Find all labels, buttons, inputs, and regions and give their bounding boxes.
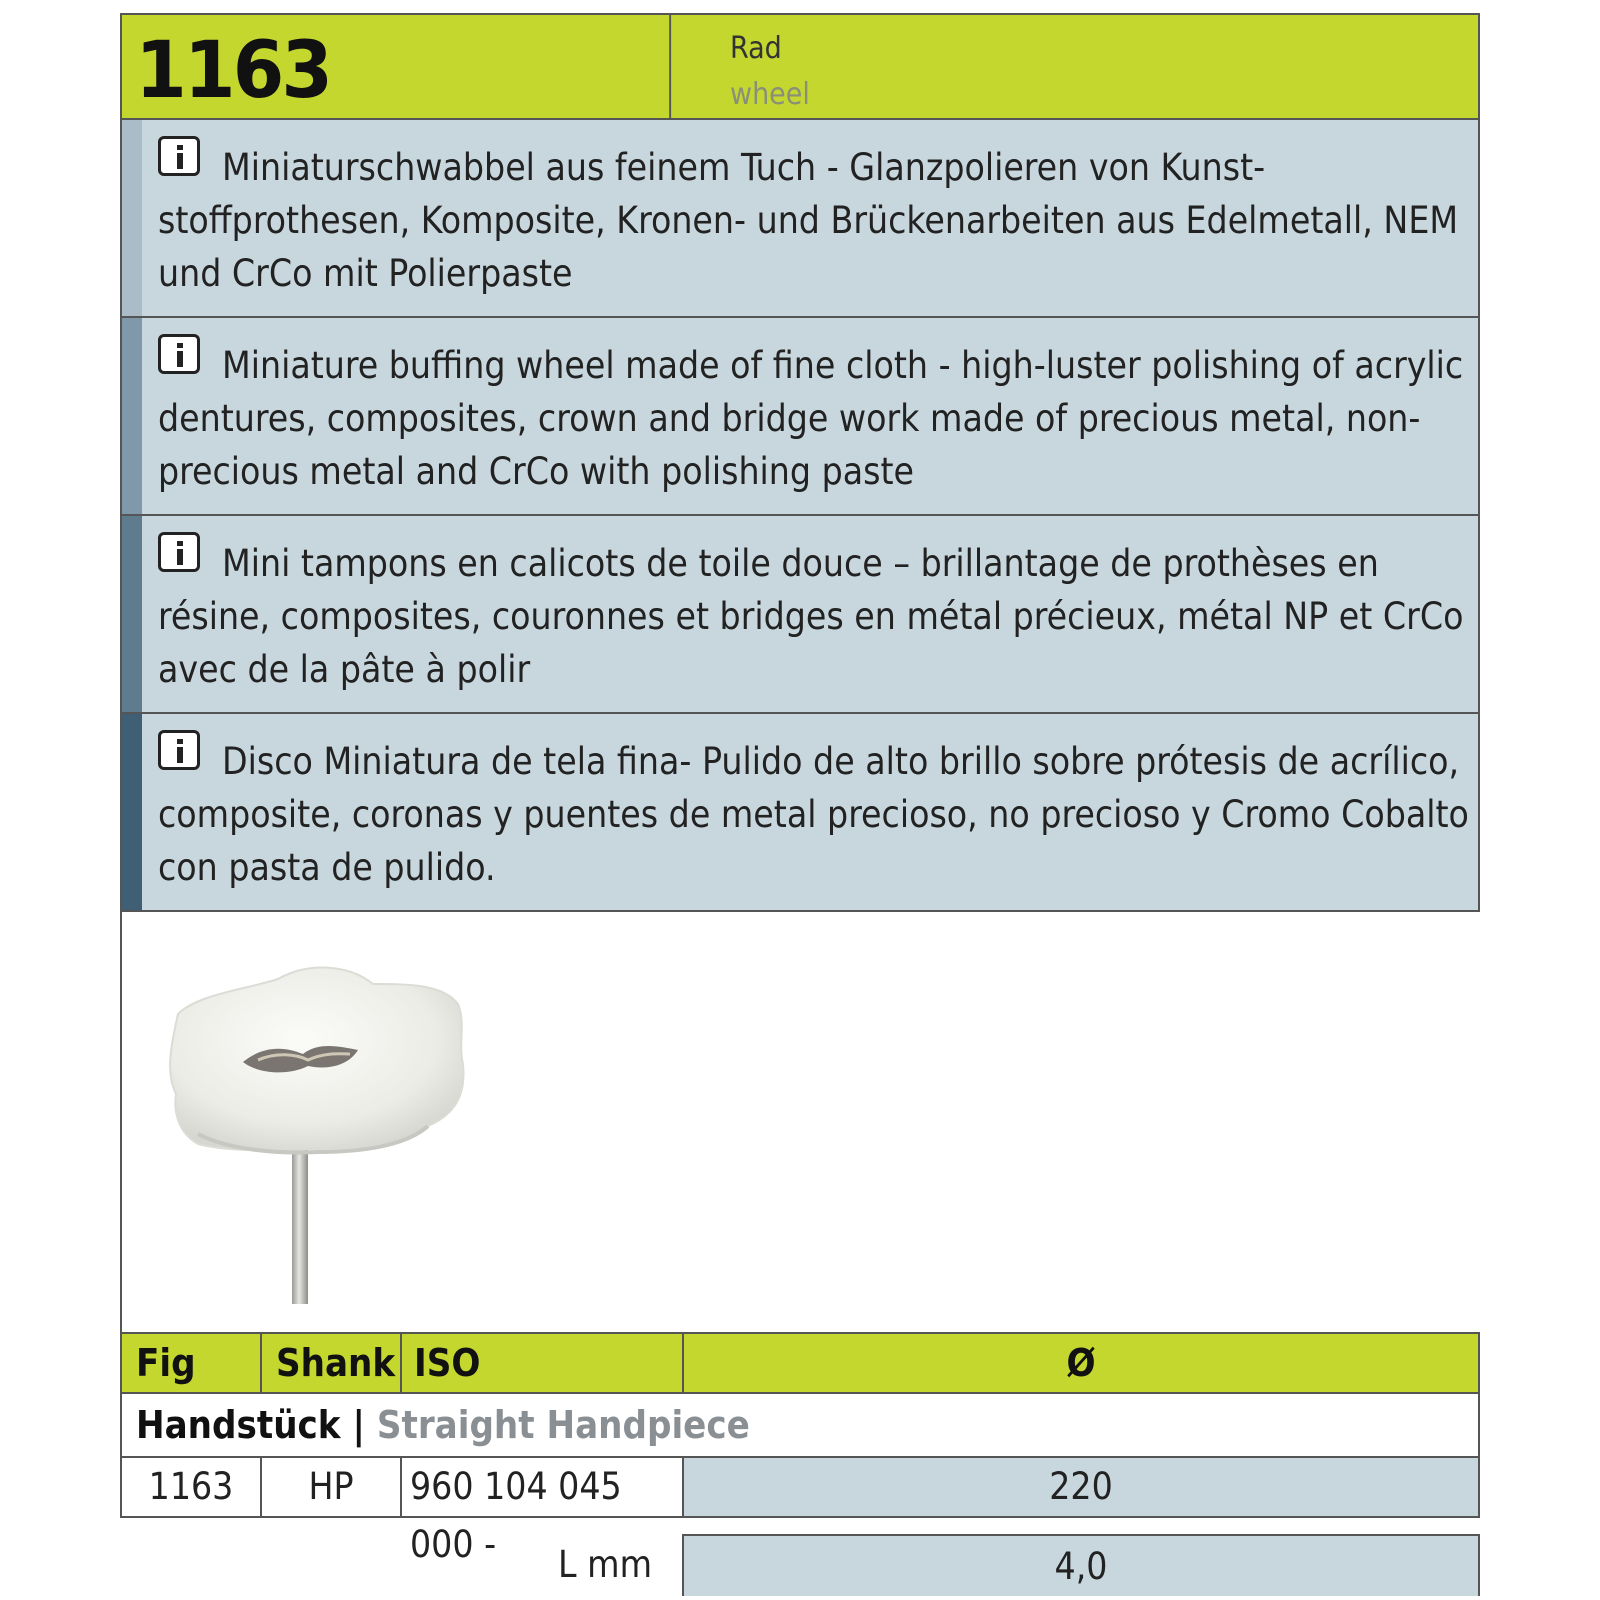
product-header	[120, 13, 1480, 120]
language-bar	[122, 714, 142, 910]
cell-diameter: 220	[684, 1458, 1478, 1516]
product-name-de: Rad	[730, 31, 782, 66]
length-label: L mm	[558, 1543, 652, 1586]
description-text: Miniaturschwabbel aus feinem Tuch - Glanzpolieren von Kunst-stoffprothesen, Komposite, Kronen- und Brückenarbeiten aus Edelmetall, NEM und CrCo mit Polierpaste	[158, 146, 1459, 295]
info-icon	[158, 532, 200, 572]
header-shank: Shank	[262, 1334, 402, 1392]
description-text: Mini tampons en calicots de toile douce – brillantage de prothèses en résine, composites, couronnes et bridges en métal précieux, métal NP et CrCo avec de la pâte à polir	[158, 542, 1464, 691]
cell-iso: 960 104 045 000 -	[402, 1458, 684, 1516]
info-icon	[158, 136, 200, 176]
spec-table-header	[120, 1332, 1480, 1394]
description-text: Disco Miniatura de tela fina- Pulido de alto brillo sobre prótesis de acrílico, composite, coronas y puentes de metal precioso, no precioso y Cromo Cobalto con pasta de pulido.	[158, 740, 1469, 889]
product-name-en: wheel	[730, 77, 810, 112]
header-diameter: Ø	[1066, 1341, 1096, 1385]
handpiece-row	[120, 1394, 1480, 1456]
description-text: Miniature buffing wheel made of fine cloth - high-luster polishing of acrylic dentures, composites, crown and bridge work made of precious metal, non-precious metal and CrCo with polishing paste	[158, 344, 1464, 493]
handpiece-label-en: Straight Handpiece	[376, 1403, 750, 1447]
header-fig: Fig	[122, 1334, 262, 1392]
language-bar	[122, 516, 142, 712]
product-names	[700, 15, 810, 118]
language-bar	[122, 318, 142, 514]
description-es	[122, 714, 1478, 912]
description-fr	[122, 516, 1478, 714]
product-code: 1163	[122, 15, 671, 118]
buffing-wheel-image	[158, 954, 478, 1314]
handpiece-label-de: Handstück	[136, 1403, 341, 1447]
description-en	[122, 318, 1478, 516]
language-bar	[122, 120, 142, 316]
handpiece-separator: |	[352, 1403, 365, 1447]
length-row	[120, 1534, 1480, 1596]
cell-fig: 1163	[122, 1458, 262, 1516]
info-icon	[158, 730, 200, 770]
info-icon	[158, 334, 200, 374]
product-image-area	[120, 912, 1480, 1332]
header-iso: ISO	[402, 1334, 684, 1392]
cell-shank: HP	[262, 1458, 402, 1516]
description-de	[122, 120, 1478, 318]
description-list	[120, 120, 1480, 912]
length-value: 4,0	[682, 1534, 1480, 1596]
product-sheet	[120, 13, 1480, 1596]
